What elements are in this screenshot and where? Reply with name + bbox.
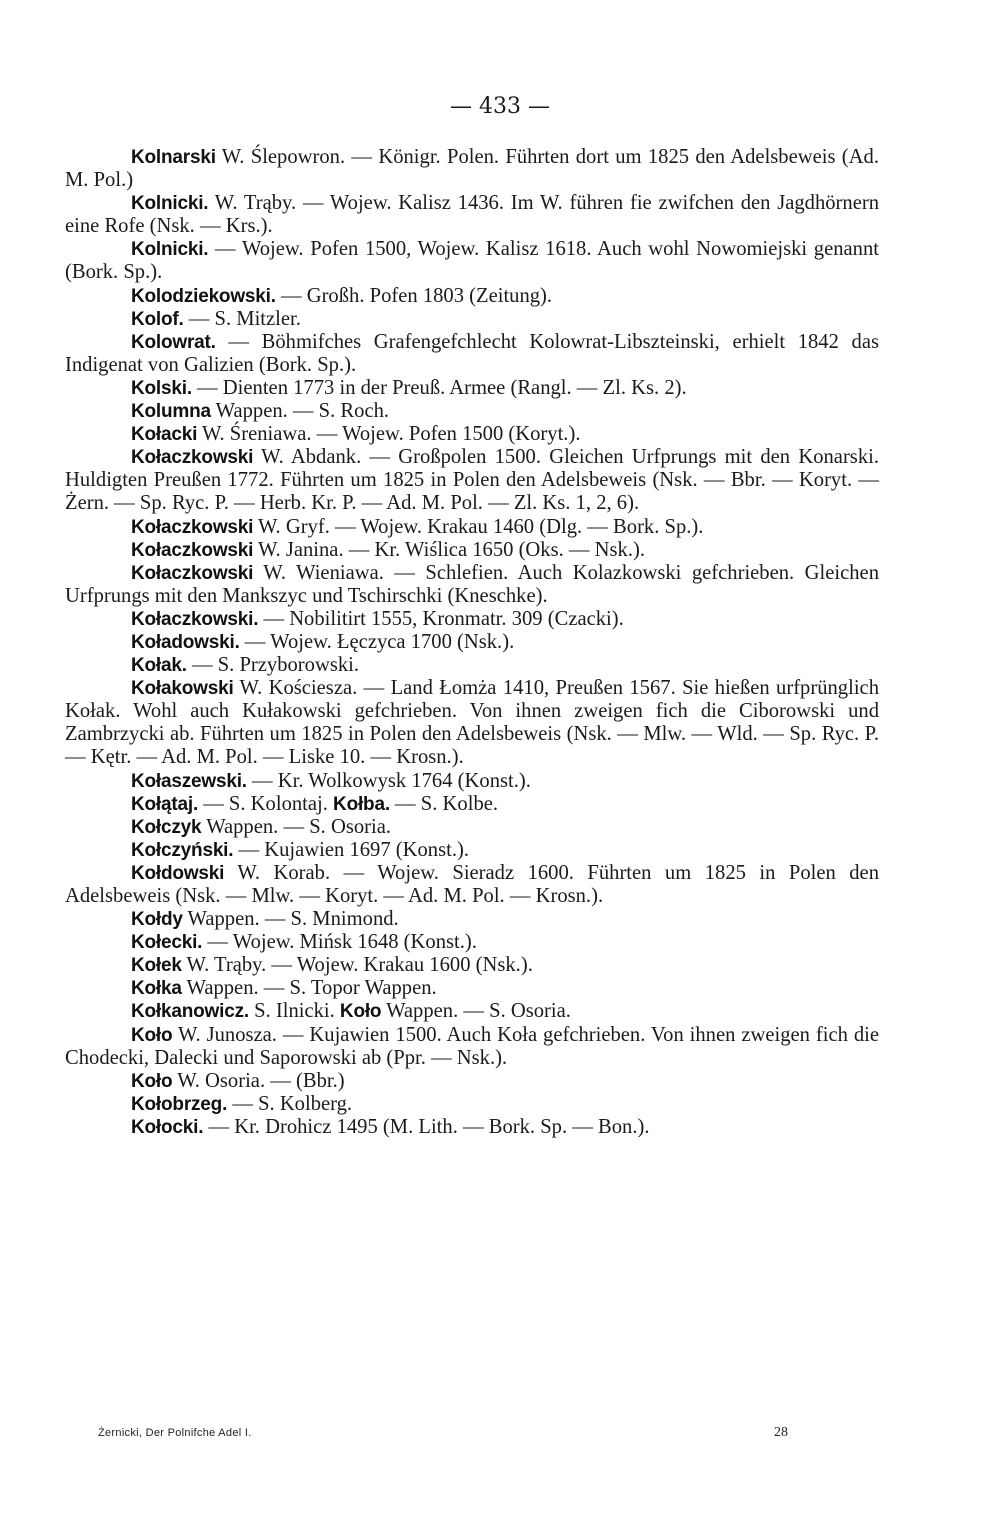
entry-text: W. Gryf. — Wojew. Krakau 1460 (Dlg. — Bork. Sp.). (253, 515, 704, 538)
dictionary-entry (65, 539, 879, 562)
entry-text: — S. Kolberg. (227, 1092, 353, 1115)
dictionary-entry (65, 308, 879, 331)
entry-text: W. Wieniawa. — Schlefien. Auch Kolazkowski gefchrieben. Gleichen Urfprungs mit den Mankszyc und Tschirschki (Kneschke). (65, 561, 879, 607)
entry-text: W. Trąby. — Wojew. Kalisz 1436. Im W. führen fie zwifchen den Jagdhörnern eine Rofe (Nsk. — Krs.). (65, 192, 879, 238)
entry-headword: Kołakowski (131, 678, 234, 700)
sheet-number: 28 (774, 1425, 788, 1440)
entry-headword: Kolumna (131, 401, 211, 423)
entry-text: — Böhmifches Grafengefchlecht Kolowrat-Libszteinski, erhielt 1842 das Indigenat von Galizien (Bork. Sp.). (65, 330, 879, 376)
entry-text: — Kujawien 1697 (Konst.). (233, 838, 469, 861)
dictionary-entry (65, 238, 879, 284)
dictionary-entry (65, 908, 879, 931)
dictionary-entry (65, 562, 879, 608)
entry-text: W. Śreniawa. — Wojew. Pofen 1500 (Koryt.). (197, 423, 581, 446)
dictionary-entry (65, 1000, 879, 1023)
entry-text: — Nobilitirt 1555, Kronmatr. 309 (Czacki). (258, 607, 624, 630)
entry-headword: Kołątaj. (131, 793, 199, 815)
entry-text: W. Janina. — Kr. Wiślica 1650 (Oks. — Nsk.). (253, 538, 645, 561)
entry-text: W. Abdank. — Großpolen 1500. Gleichen Urfprungs mit den Konarski. Huldigten Preußen 1772. Führten um 1825 in Polen den Adelsbeweis (Nsk. — Bbr. — Koryt. — Żern. — Sp. Ryc. P. — Herb. Kr. P. — Ad. M. Pol. — Zl. Ks. 1, 2, 6). (65, 446, 879, 515)
dictionary-entry (65, 400, 879, 423)
entry-text: Wappen. — S. Roch. (210, 400, 390, 423)
entry-text: — Kr. Drohicz 1495 (M. Lith. — Bork. Sp. — Bon.). (203, 1115, 650, 1138)
entry-headword: Koło (339, 1001, 382, 1023)
entry-text: — S. Przyborowski. (186, 654, 360, 677)
entry-headword: Kołka (131, 978, 182, 1000)
dictionary-entry (65, 377, 879, 400)
entry-text: — Großh. Pofen 1803 (Zeitung). (275, 284, 553, 307)
entry-text: Wappen. — S. Osoria. (201, 815, 391, 838)
entry-headword: Kolof. (131, 308, 184, 330)
entry-headword: Kołek (131, 955, 182, 977)
entry-headword: Koładowski. (131, 631, 240, 653)
entry-headword: Kołdy (131, 909, 183, 931)
dictionary-entry (65, 1093, 879, 1116)
entry-headword: Kolski. (131, 377, 192, 399)
entry-headword: Kołaczkowski (131, 447, 254, 469)
entry-headword: Koło (131, 1070, 173, 1092)
entry-text: W. Kościesza. — Land Łomża 1410, Preußen 1567. Sie hießen urfprünglich Kołak. Wohl auch Kułakowski gefchrieben. Von ihnen zweigen fich die Ciborowski und Zambrzycki ab. Führten um 1825 in Polen den Adelsbeweis (Nsk. — Mlw. — Wld. — Sp. Ryc. P. — Kętr. — Ad. M. Pol. — Liske 10. — Krosn.). (65, 677, 879, 769)
entry-headword: Kołaczkowski (131, 516, 254, 538)
dictionary-entry (65, 516, 879, 539)
entry-headword: Kołak. (131, 655, 187, 677)
entry-text: W. Ślepowron. — Königr. Polen. Führten dort um 1825 den Adelsbeweis (Ad. M. Pol.) (65, 146, 879, 192)
entry-headword: Kołaszewski. (131, 770, 247, 792)
entry-headword: Kołacki (131, 424, 198, 446)
entry-headword: Kołczyński. (131, 839, 234, 861)
entry-headword: Kołobrzeg. (131, 1093, 228, 1115)
entry-text: Wappen. — S. Topor Wappen. (181, 977, 437, 1000)
entry-headword: Kołba. (333, 793, 390, 815)
entry-headword: Kołaczkowski. (131, 608, 259, 630)
printer-signature: Żernicki, Der Polnifche Adel I. (98, 1427, 252, 1439)
entry-text: — Wojew. Pofen 1500, Wojew. Kalisz 1618. Auch wohl Nowomiejski genannt (Bork. Sp.). (65, 238, 879, 284)
entry-headword: Kołaczkowski (131, 539, 254, 561)
entry-headword: Kołaczkowski (131, 562, 254, 584)
dictionary-entry (65, 931, 879, 954)
dictionary-entry (65, 839, 879, 862)
dictionary-entry (65, 446, 879, 515)
entry-text: Wappen. — S. Mnimond. (182, 908, 399, 931)
dictionary-entry (65, 146, 879, 192)
entry-headword: Kolnicki. (131, 239, 209, 261)
dictionary-entry (65, 977, 879, 1000)
entry-headword: Kolowrat. (131, 331, 216, 353)
dictionary-entry (65, 1070, 879, 1093)
dictionary-entry (65, 954, 879, 977)
dictionary-entry (65, 1116, 879, 1139)
dictionary-entry (65, 192, 879, 238)
dictionary-entry (65, 816, 879, 839)
entry-list (65, 146, 879, 1139)
entry-text: — Wojew. Mińsk 1648 (Konst.). (202, 931, 477, 954)
dictionary-entry (65, 862, 879, 908)
entry-text: W. Junosza. — Kujawien 1500. Auch Koła gefchrieben. Von ihnen zweigen fich die Chodecki, Dalecki und Saporowski ab (Ppr. — Nsk.). (65, 1023, 879, 1069)
dictionary-entry (65, 331, 879, 377)
dictionary-entry (65, 654, 879, 677)
entry-text: W. Osoria. — (Bbr.) (172, 1069, 345, 1092)
dictionary-entry (65, 1024, 879, 1070)
dictionary-entry (65, 793, 879, 816)
entry-headword: Kołecki. (131, 932, 203, 954)
entry-text: — Dienten 1773 in der Preuß. Armee (Rangl. — Zl. Ks. 2). (191, 376, 687, 399)
entry-text: W. Korab. — Wojew. Sieradz 1600. Führten um 1825 in Polen den Adelsbeweis (Nsk. — Mlw. — Koryt. — Ad. M. Pol. — Krosn.). (65, 861, 879, 907)
page-number: — 433 — (450, 94, 550, 119)
dictionary-entry (65, 423, 879, 446)
entry-text: S. Ilnicki. (248, 1000, 340, 1023)
entry-text: — S. Mitzler. (183, 307, 301, 330)
entry-headword: Kolodziekowski. (131, 285, 276, 307)
entry-text: — Kr. Wolkowysk 1764 (Konst.). (246, 769, 531, 792)
entry-headword: Kołocki. (131, 1116, 204, 1138)
entry-headword: Kolnarski (131, 147, 216, 168)
entry-text: — Wojew. Łęczyca 1700 (Nsk.). (239, 630, 515, 653)
entry-headword: Koło (131, 1024, 173, 1046)
dictionary-entry (65, 631, 879, 654)
dictionary-entry (65, 677, 879, 769)
entry-text: — S. Kolontaj. (198, 792, 334, 815)
entry-text: W. Trąby. — Wojew. Krakau 1600 (Nsk.). (181, 954, 533, 977)
entry-headword: Kołkanowicz. (131, 1001, 249, 1023)
entry-headword: Kołczyk (131, 816, 202, 838)
entry-headword: Kolnicki. (131, 193, 209, 215)
dictionary-entry (65, 608, 879, 631)
entry-headword: Kołdowski (131, 862, 225, 884)
entry-text: — S. Kolbe. (389, 792, 499, 815)
entry-text: Wappen. — S. Osoria. (381, 1000, 571, 1023)
dictionary-entry (65, 285, 879, 308)
dictionary-entry (65, 770, 879, 793)
